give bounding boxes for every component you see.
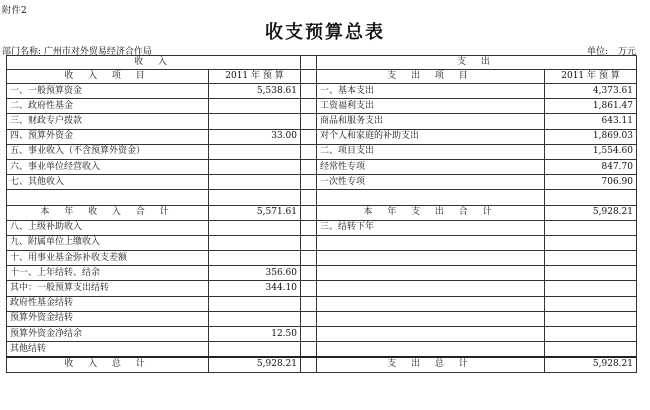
expense-item-column-header: 支 出 项 目 (317, 70, 545, 84)
unit-label: 单位: (586, 47, 608, 57)
income-value (209, 114, 301, 129)
expense-value: 1,869.03 (545, 129, 637, 144)
income-value: 5,538.61 (209, 84, 301, 99)
income-item: 预算外资金净结余 (7, 327, 209, 342)
expense-value (545, 296, 637, 311)
table-row (7, 99, 637, 114)
income-item: 十、用事业基金弥补收支差额 (7, 251, 209, 266)
expense-value (545, 266, 637, 281)
expense-subtotal-value: 5,928.21 (545, 205, 637, 220)
income-item: 三、财政专户拨款 (7, 114, 209, 129)
income-value (209, 342, 301, 357)
income-value (209, 311, 301, 326)
expense-budget-column-header: 2011 年 预 算 (545, 70, 637, 84)
income-budget-column-header: 2011 年 预 算 (209, 70, 301, 84)
expense-item (317, 190, 545, 205)
expense-item: 一次性专项 (317, 175, 545, 190)
table-row (7, 175, 637, 190)
income-item: 九、附属单位上缴收入 (7, 235, 209, 250)
expense-value: 4,373.61 (545, 84, 637, 99)
table-row (7, 251, 637, 266)
expense-value (545, 327, 637, 342)
table-row (7, 266, 637, 281)
table-row (7, 220, 637, 235)
table-row (7, 327, 637, 342)
table-row (7, 84, 637, 99)
income-item: 政府性基金结转 (7, 296, 209, 311)
expense-item (317, 342, 545, 357)
table-row (7, 296, 637, 311)
income-item: 五、事业收入（不含预算外资金） (7, 144, 209, 159)
expense-item: 三、结转下年 (317, 220, 545, 235)
budget-table (6, 55, 637, 373)
income-value (209, 220, 301, 235)
expense-item (317, 311, 545, 326)
table-row (7, 114, 637, 129)
expense-total-value: 5,928.21 (545, 357, 637, 372)
income-item: 四、预算外资金 (7, 129, 209, 144)
expense-value (545, 251, 637, 266)
expense-item: 工资福利支出 (317, 99, 545, 114)
table-row (7, 190, 637, 205)
income-value: 33.00 (209, 129, 301, 144)
income-item-column-header: 收 入 项 目 (7, 70, 209, 84)
table-row (7, 159, 637, 174)
income-value (209, 296, 301, 311)
income-item: 其他结转 (7, 342, 209, 357)
income-item: 八、上级补助收入 (7, 220, 209, 235)
income-item: 预算外资金结转 (7, 311, 209, 326)
income-value (209, 175, 301, 190)
income-item: 二、政府性基金 (7, 99, 209, 114)
attachment-label: 附件2 (2, 6, 28, 16)
column-header-row (7, 70, 637, 84)
table-row (7, 281, 637, 296)
expense-subtotal-label: 本 年 支 出 合 计 (317, 205, 545, 220)
income-value (209, 144, 301, 159)
expense-item: 一、基本支出 (317, 84, 545, 99)
expense-item (317, 327, 545, 342)
income-value (209, 235, 301, 250)
expense-total-label: 支 出 总 计 (317, 357, 545, 372)
income-section-header: 收 入 (7, 56, 301, 70)
income-item: 一、一般预算资金 (7, 84, 209, 99)
income-item: 其中：一般预算支出结转 (7, 281, 209, 296)
expense-value (545, 235, 637, 250)
expense-value: 1,861.47 (545, 99, 637, 114)
expense-value: 847.70 (545, 159, 637, 174)
income-item: 七、其他收入 (7, 175, 209, 190)
expense-value (545, 190, 637, 205)
income-item: 六、事业单位经营收入 (7, 159, 209, 174)
income-value (209, 159, 301, 174)
expense-item: 商品和服务支出 (317, 114, 545, 129)
expense-item (317, 296, 545, 311)
page-title: 收支预算总表 (265, 22, 385, 43)
subtotal-row (7, 205, 637, 220)
table-row (7, 144, 637, 159)
income-subtotal-value: 5,571.61 (209, 205, 301, 220)
expense-item (317, 281, 545, 296)
unit-value: 万元 (617, 47, 636, 57)
department-name: 部门名称: 广州市对外贸易经济合作局 (2, 47, 152, 57)
expense-value (545, 281, 637, 296)
table-row (7, 235, 637, 250)
income-item: 十一、上年结转、结余 (7, 266, 209, 281)
income-item (7, 190, 209, 205)
table-row (7, 342, 637, 357)
income-value (209, 99, 301, 114)
expense-item: 二、项目支出 (317, 144, 545, 159)
expense-item (317, 266, 545, 281)
income-subtotal-label: 本 年 收 入 合 计 (7, 205, 209, 220)
expense-value: 643.11 (545, 114, 637, 129)
expense-item: 经常性专项 (317, 159, 545, 174)
income-value (209, 251, 301, 266)
expense-value: 706.90 (545, 175, 637, 190)
expense-value: 1,554.60 (545, 144, 637, 159)
income-value: 12.50 (209, 327, 301, 342)
grand-total-row (7, 357, 637, 372)
expense-value (545, 342, 637, 357)
table-row (7, 311, 637, 326)
income-value: 356.60 (209, 266, 301, 281)
income-value: 344.10 (209, 281, 301, 296)
expense-value (545, 311, 637, 326)
expense-value (545, 220, 637, 235)
income-value (209, 190, 301, 205)
expense-item (317, 235, 545, 250)
expense-item (317, 251, 545, 266)
expense-item: 对个人和家庭的补助支出 (317, 129, 545, 144)
income-total-value: 5,928.21 (209, 357, 301, 372)
income-total-label: 收 入 总 计 (7, 357, 209, 372)
expense-section-header: 支 出 (317, 56, 637, 70)
section-header-row (7, 56, 637, 70)
table-row (7, 129, 637, 144)
